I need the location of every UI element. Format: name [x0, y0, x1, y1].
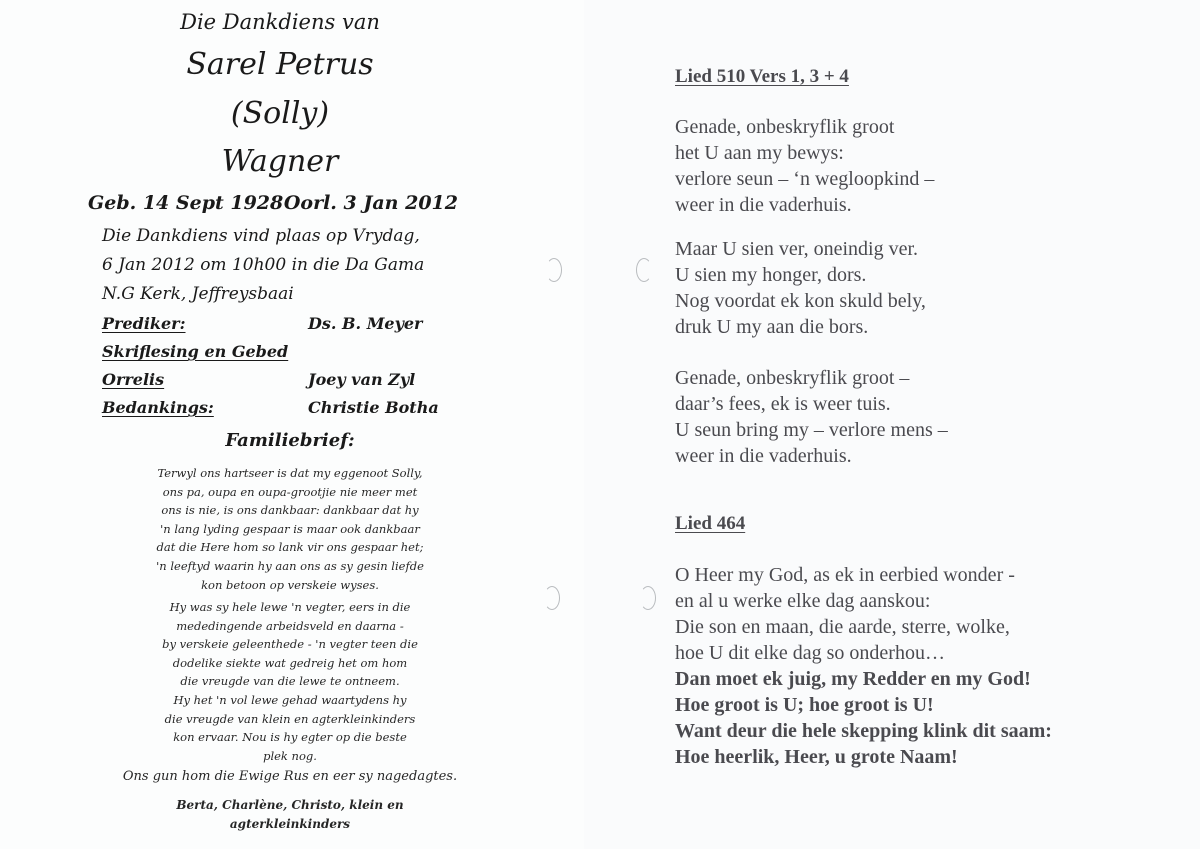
punch-hole-mark — [544, 586, 560, 610]
chorus-line: Hoe heerlik, Heer, u grote Naam! — [675, 746, 958, 768]
family-letter-paragraph — [120, 598, 460, 765]
role-value: Ds. B. Meyer — [308, 314, 423, 333]
family-letter-title: Familiebrief: — [225, 430, 355, 451]
verse-line: weer in die vaderhuis. — [675, 445, 852, 467]
role-row — [102, 312, 442, 340]
verse-line: druk U my aan die bors. — [675, 316, 869, 338]
letter-line: 'n lang lyding gespaar is maar ook dankbaar — [160, 521, 420, 536]
service-line: N.G Kerk, Jeffreysbaai — [102, 284, 294, 304]
chorus-line: Want deur die hele skepping klink dit saam: — [675, 720, 1052, 742]
deceased-nickname: (Solly) — [230, 96, 330, 131]
role-label: Orrelis — [102, 370, 165, 389]
verse-line: Genade, onbeskryflik groot – — [675, 367, 910, 389]
punch-hole-mark — [636, 258, 652, 282]
service-line: Die Dankdiens vind plaas op Vrydag, — [102, 226, 420, 246]
role-row — [102, 368, 442, 396]
family-letter-paragraph — [120, 464, 460, 594]
hymn-verse — [675, 236, 926, 340]
family-letter-signature: Berta, Charlène, Christo, klein en agterkleinkinders — [176, 798, 404, 831]
verse-line: en al u werke elke dag aanskou: — [675, 590, 931, 612]
letter-line: kon betoon op verskeie wyses. — [201, 577, 379, 592]
letter-line: ons is nie, is ons dankbaar: dankbaar dat hy — [161, 503, 419, 518]
letter-line: die vreugde van klein en agterkleinkinders — [164, 711, 416, 726]
verse-line: het U aan my bewys: — [675, 142, 844, 164]
role-label: Bedankings: — [102, 398, 214, 417]
letter-line: dat die Here hom so lank vir ons gespaar het; — [156, 540, 424, 555]
family-letter-closing: Ons gun hom die Ewige Rus en eer sy nagedagtes. — [122, 769, 458, 784]
service-details — [102, 222, 424, 309]
verse-line: U sien my honger, dors. — [675, 264, 867, 286]
life-dates — [88, 192, 458, 214]
hymn-chorus — [675, 666, 1052, 770]
letter-line: 'n leeftyd waarin hy aan ons as sy gesin liefde — [156, 558, 424, 573]
role-row — [102, 340, 442, 368]
birth-date: Geb. 14 Sept 1928 — [88, 192, 284, 214]
deceased-name-first: Sarel Petrus — [186, 47, 374, 82]
letter-line: Hy het 'n vol lewe gehad waartydens hy — [173, 692, 407, 707]
chorus-line: Dan moet ek juig, my Redder en my God! — [675, 668, 1031, 690]
verse-line: verlore seun – ‘n wegloopkind – — [675, 168, 935, 190]
service-roles — [102, 312, 442, 424]
verse-line: daar’s fees, ek is weer tuis. — [675, 393, 891, 415]
letter-line: ons pa, oupa en oupa-grootjie nie meer met — [162, 484, 418, 499]
letter-line: dodelike siekte wat gedreig het om hom — [172, 655, 408, 670]
hymn-verse — [675, 114, 934, 218]
hymn-title: Lied 510 Vers 1, 3 + 4 — [675, 66, 849, 87]
verse-line: Nog voordat ek kon skuld bely, — [675, 290, 926, 312]
role-row — [102, 396, 442, 424]
verse-line: U seun bring my – verlore mens – — [675, 419, 948, 441]
verse-line: weer in die vaderhuis. — [675, 194, 852, 216]
punch-hole-mark — [546, 258, 562, 282]
letter-line: die vreugde van die lewe te ontneem. — [180, 674, 400, 689]
service-line: 6 Jan 2012 om 10h00 in die Da Gama — [102, 255, 425, 275]
role-value: Christie Botha — [308, 398, 439, 417]
verse-line: Maar U sien ver, oneindig ver. — [675, 238, 919, 260]
verse-line: hoe U dit elke dag so onderhou… — [675, 642, 945, 664]
verse-line: Die son en maan, die aarde, sterre, wolke, — [675, 616, 1010, 638]
letter-line: by verskeie geleenthede - 'n vegter teen die — [162, 637, 418, 652]
verse-line: Genade, onbeskryflik groot — [675, 116, 895, 138]
role-label: Prediker: — [102, 314, 186, 333]
death-date: Oorl. 3 Jan 2012 — [283, 192, 458, 214]
letter-line: mededingende arbeidsveld en daarna - — [176, 618, 404, 633]
letter-line: Terwyl ons hartseer is dat my eggenoot Solly, — [157, 466, 423, 480]
verse-line: O Heer my God, as ek in eerbied wonder - — [675, 564, 1015, 586]
hymn-title: Lied 464 — [675, 513, 746, 534]
letter-line: Hy was sy hele lewe 'n vegter, eers in die — [169, 600, 411, 614]
letter-line: plek nog. — [263, 748, 317, 763]
chorus-line: Hoe groot is U; hoe groot is U! — [675, 694, 934, 716]
service-heading: Die Dankdiens van — [180, 10, 380, 34]
role-value: Joey van Zyl — [308, 370, 416, 389]
deceased-surname: Wagner — [221, 144, 339, 179]
punch-hole-mark — [640, 586, 656, 610]
hymn-verse — [675, 365, 948, 469]
hymn-verse — [675, 562, 1015, 666]
letter-line: kon ervaar. Nou is hy egter op die beste — [173, 730, 407, 745]
left-page — [0, 0, 584, 849]
role-label: Skriflesing en Gebed — [102, 342, 289, 361]
